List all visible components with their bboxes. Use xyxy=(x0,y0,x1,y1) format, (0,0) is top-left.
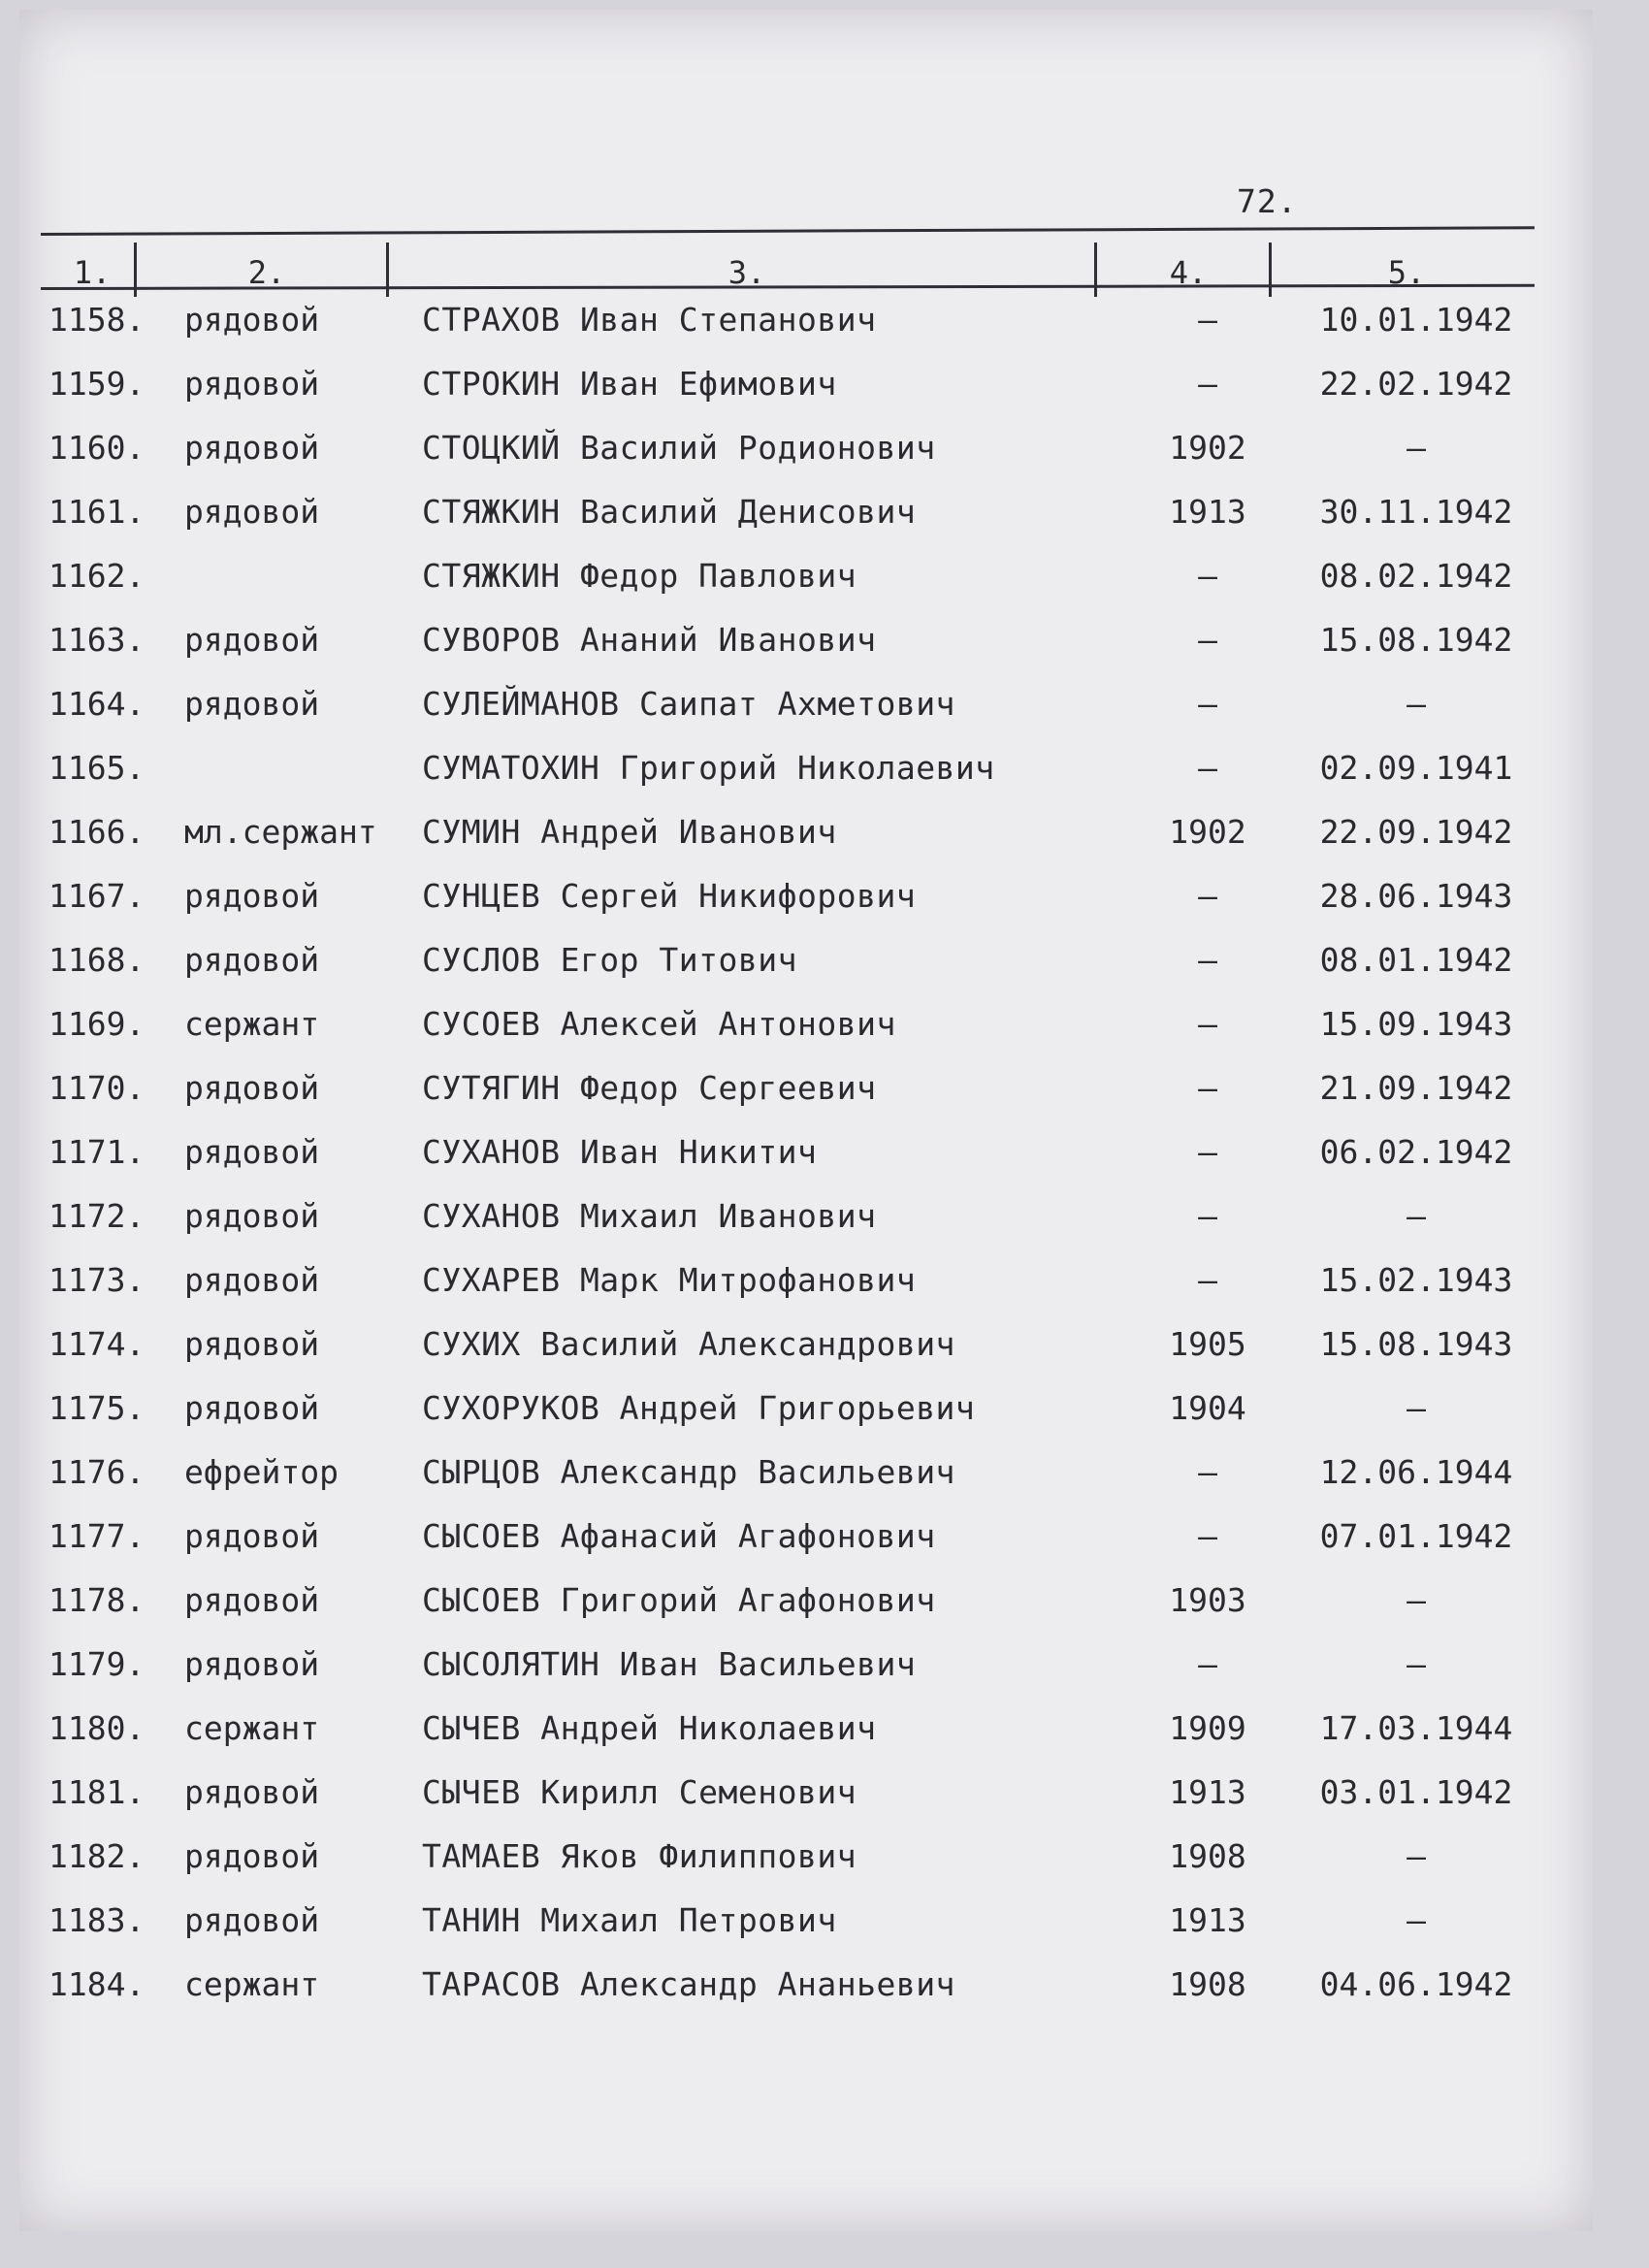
row-number: 1176. xyxy=(48,1453,146,1491)
row-rank: рядовой xyxy=(184,429,320,467)
row-name: СУСЛОВ Егор Титович xyxy=(422,941,797,979)
row-number: 1159. xyxy=(48,365,146,403)
row-number: 1170. xyxy=(48,1069,146,1107)
row-number: 1182. xyxy=(48,1837,146,1875)
row-number: 1166. xyxy=(48,813,146,851)
row-rank: рядовой xyxy=(184,1325,320,1363)
row-number: 1177. xyxy=(48,1517,146,1555)
row-date: 30.11.1942 xyxy=(1319,493,1513,531)
header-top-rule xyxy=(41,226,1535,236)
row-rank: рядовой xyxy=(184,365,320,403)
row-name: СУМАТОХИН Григорий Николаевич xyxy=(422,749,995,787)
row-date: – xyxy=(1406,685,1426,723)
row-date: 12.06.1944 xyxy=(1319,1453,1513,1491)
row-number: 1184. xyxy=(48,1965,146,2003)
row-birth-year: – xyxy=(1198,749,1217,787)
row-name: СЫРЦОВ Александр Васильевич xyxy=(422,1453,955,1491)
row-date: 15.02.1943 xyxy=(1319,1261,1513,1299)
page-number: 72. xyxy=(1237,182,1298,220)
row-number: 1174. xyxy=(48,1325,146,1363)
row-birth-year: 1902 xyxy=(1169,813,1246,851)
row-birth-year: – xyxy=(1198,1645,1217,1683)
row-number: 1167. xyxy=(48,877,146,915)
row-date: – xyxy=(1406,1581,1426,1619)
row-rank: рядовой xyxy=(184,1133,320,1171)
table-row xyxy=(19,301,1593,365)
row-rank: рядовой xyxy=(184,1837,320,1875)
table-row xyxy=(19,749,1593,813)
row-number: 1169. xyxy=(48,1005,146,1043)
table-row xyxy=(19,877,1593,941)
row-date: 15.08.1943 xyxy=(1319,1325,1513,1363)
row-date: – xyxy=(1406,1389,1426,1427)
row-date: 22.09.1942 xyxy=(1319,813,1513,851)
document-sheet xyxy=(19,10,1593,2231)
row-date: 28.06.1943 xyxy=(1319,877,1513,915)
row-date: – xyxy=(1406,1901,1426,1939)
row-number: 1173. xyxy=(48,1261,146,1299)
row-date: 17.03.1944 xyxy=(1319,1709,1513,1747)
table-row xyxy=(19,1709,1593,1773)
row-rank: сержант xyxy=(184,1965,320,2003)
row-date: 10.01.1942 xyxy=(1319,301,1513,339)
table-row xyxy=(19,1901,1593,1965)
row-name: ТАНИН Михаил Петрович xyxy=(422,1901,837,1939)
table-row xyxy=(19,621,1593,685)
table-row xyxy=(19,1645,1593,1709)
column-header-2: 2. xyxy=(247,254,286,291)
row-rank: рядовой xyxy=(184,1901,320,1939)
row-date: 07.01.1942 xyxy=(1319,1517,1513,1555)
row-number: 1171. xyxy=(48,1133,146,1171)
table-row xyxy=(19,1325,1593,1389)
table-row xyxy=(19,1581,1593,1645)
row-date: – xyxy=(1406,1645,1426,1683)
table-row xyxy=(19,1389,1593,1453)
row-rank: рядовой xyxy=(184,1645,320,1683)
row-name: СЫСОЕВ Афанасий Агафонович xyxy=(422,1517,936,1555)
row-birth-year: 1904 xyxy=(1169,1389,1246,1427)
row-number: 1162. xyxy=(48,557,146,595)
row-name: ТАМАЕВ Яков Филиппович xyxy=(422,1837,857,1875)
table-row xyxy=(19,1261,1593,1325)
row-rank: сержант xyxy=(184,1005,320,1043)
row-rank: рядовой xyxy=(184,1517,320,1555)
row-date: 03.01.1942 xyxy=(1319,1773,1513,1811)
row-rank: рядовой xyxy=(184,1069,320,1107)
table-row xyxy=(19,429,1593,493)
row-rank: рядовой xyxy=(184,1261,320,1299)
row-name: СТЯЖКИН Василий Денисович xyxy=(422,493,917,531)
row-name: СУЛЕЙМАНОВ Саипат Ахметович xyxy=(422,685,955,723)
row-birth-year: – xyxy=(1198,1005,1217,1043)
row-rank: рядовой xyxy=(184,301,320,339)
row-rank: рядовой xyxy=(184,621,320,659)
row-name: СЫЧЕВ Андрей Николаевич xyxy=(422,1709,877,1747)
table-row xyxy=(19,1773,1593,1837)
row-name: СУМИН Андрей Иванович xyxy=(422,813,837,851)
table-row xyxy=(19,493,1593,557)
row-birth-year: – xyxy=(1198,1197,1217,1235)
row-birth-year: – xyxy=(1198,1133,1217,1171)
row-name: СУХАНОВ Михаил Иванович xyxy=(422,1197,877,1235)
row-rank: рядовой xyxy=(184,1389,320,1427)
row-rank: рядовой xyxy=(184,941,320,979)
row-name: СУТЯГИН Федор Сергеевич xyxy=(422,1069,877,1107)
row-birth-year: – xyxy=(1198,557,1217,595)
table-row xyxy=(19,1453,1593,1517)
row-name: СТЯЖКИН Федор Павлович xyxy=(422,557,857,595)
row-name: СТРАХОВ Иван Степанович xyxy=(422,301,877,339)
row-date: 08.02.1942 xyxy=(1319,557,1513,595)
row-date: 02.09.1941 xyxy=(1319,749,1513,787)
row-number: 1168. xyxy=(48,941,146,979)
row-rank: рядовой xyxy=(184,493,320,531)
table-row xyxy=(19,1133,1593,1197)
row-number: 1172. xyxy=(48,1197,146,1235)
row-birth-year: – xyxy=(1198,941,1217,979)
row-birth-year: 1908 xyxy=(1169,1965,1246,2003)
row-number: 1158. xyxy=(48,301,146,339)
row-name: СЫЧЕВ Кирилл Семенович xyxy=(422,1773,857,1811)
table-row xyxy=(19,1837,1593,1901)
row-number: 1175. xyxy=(48,1389,146,1427)
row-birth-year: – xyxy=(1198,621,1217,659)
row-name: СУНЦЕВ Сергей Никифорович xyxy=(422,877,917,915)
row-rank: рядовой xyxy=(184,877,320,915)
row-birth-year: 1902 xyxy=(1169,429,1246,467)
row-name: СТРОКИН Иван Ефимович xyxy=(422,365,837,403)
row-number: 1183. xyxy=(48,1901,146,1939)
row-name: СУХИХ Василий Александрович xyxy=(422,1325,955,1363)
row-birth-year: 1913 xyxy=(1169,1901,1246,1939)
row-birth-year: – xyxy=(1198,1069,1217,1107)
row-number: 1181. xyxy=(48,1773,146,1811)
table-row xyxy=(19,685,1593,749)
row-date: – xyxy=(1406,1837,1426,1875)
column-header-4: 4. xyxy=(1169,254,1208,291)
row-birth-year: 1905 xyxy=(1169,1325,1246,1363)
row-number: 1165. xyxy=(48,749,146,787)
row-date: 06.02.1942 xyxy=(1319,1133,1513,1171)
row-number: 1179. xyxy=(48,1645,146,1683)
row-name: СУХОРУКОВ Андрей Григорьевич xyxy=(422,1389,976,1427)
row-number: 1160. xyxy=(48,429,146,467)
row-name: СУСОЕВ Алексей Антонович xyxy=(422,1005,896,1043)
row-birth-year: – xyxy=(1198,1453,1217,1491)
column-header-3: 3. xyxy=(728,254,766,291)
row-name: ТАРАСОВ Александр Ананьевич xyxy=(422,1965,955,2003)
table-row xyxy=(19,1517,1593,1581)
row-date: 04.06.1942 xyxy=(1319,1965,1513,2003)
row-rank: рядовой xyxy=(184,685,320,723)
row-rank: рядовой xyxy=(184,1773,320,1811)
row-number: 1161. xyxy=(48,493,146,531)
row-rank: рядовой xyxy=(184,1197,320,1235)
row-birth-year: – xyxy=(1198,877,1217,915)
row-name: СЫСОЛЯТИН Иван Васильевич xyxy=(422,1645,917,1683)
row-birth-year: 1903 xyxy=(1169,1581,1246,1619)
row-birth-year: 1913 xyxy=(1169,1773,1246,1811)
row-rank: рядовой xyxy=(184,1581,320,1619)
table-row xyxy=(19,365,1593,429)
row-name: СТОЦКИЙ Василий Родионович xyxy=(422,429,936,467)
row-birth-year: 1908 xyxy=(1169,1837,1246,1875)
table-row xyxy=(19,1005,1593,1069)
row-birth-year: – xyxy=(1198,365,1217,403)
table-row xyxy=(19,1965,1593,2029)
table-row xyxy=(19,813,1593,877)
row-birth-year: – xyxy=(1198,301,1217,339)
row-rank: ефрейтор xyxy=(184,1453,339,1491)
row-birth-year: – xyxy=(1198,1261,1217,1299)
row-rank: мл.сержант xyxy=(184,813,377,851)
row-birth-year: – xyxy=(1198,1517,1217,1555)
table-row xyxy=(19,1197,1593,1261)
row-birth-year: – xyxy=(1198,685,1217,723)
row-name: СУВОРОВ Ананий Иванович xyxy=(422,621,877,659)
table-row xyxy=(19,557,1593,621)
row-date: 08.01.1942 xyxy=(1319,941,1513,979)
row-birth-year: 1913 xyxy=(1169,493,1246,531)
row-date: 15.08.1942 xyxy=(1319,621,1513,659)
column-header-5: 5. xyxy=(1387,254,1426,291)
table-row xyxy=(19,941,1593,1005)
row-date: 15.09.1943 xyxy=(1319,1005,1513,1043)
row-date: 22.02.1942 xyxy=(1319,365,1513,403)
row-number: 1164. xyxy=(48,685,146,723)
row-name: СЫСОЕВ Григорий Агафонович xyxy=(422,1581,936,1619)
row-date: 21.09.1942 xyxy=(1319,1069,1513,1107)
row-number: 1178. xyxy=(48,1581,146,1619)
row-date: – xyxy=(1406,1197,1426,1235)
row-date: – xyxy=(1406,429,1426,467)
row-birth-year: 1909 xyxy=(1169,1709,1246,1747)
row-name: СУХАРЕВ Марк Митрофанович xyxy=(422,1261,917,1299)
row-number: 1180. xyxy=(48,1709,146,1747)
row-number: 1163. xyxy=(48,621,146,659)
table-row xyxy=(19,1069,1593,1133)
row-rank: сержант xyxy=(184,1709,320,1747)
column-header-1: 1. xyxy=(73,254,112,291)
row-name: СУХАНОВ Иван Никитич xyxy=(422,1133,818,1171)
